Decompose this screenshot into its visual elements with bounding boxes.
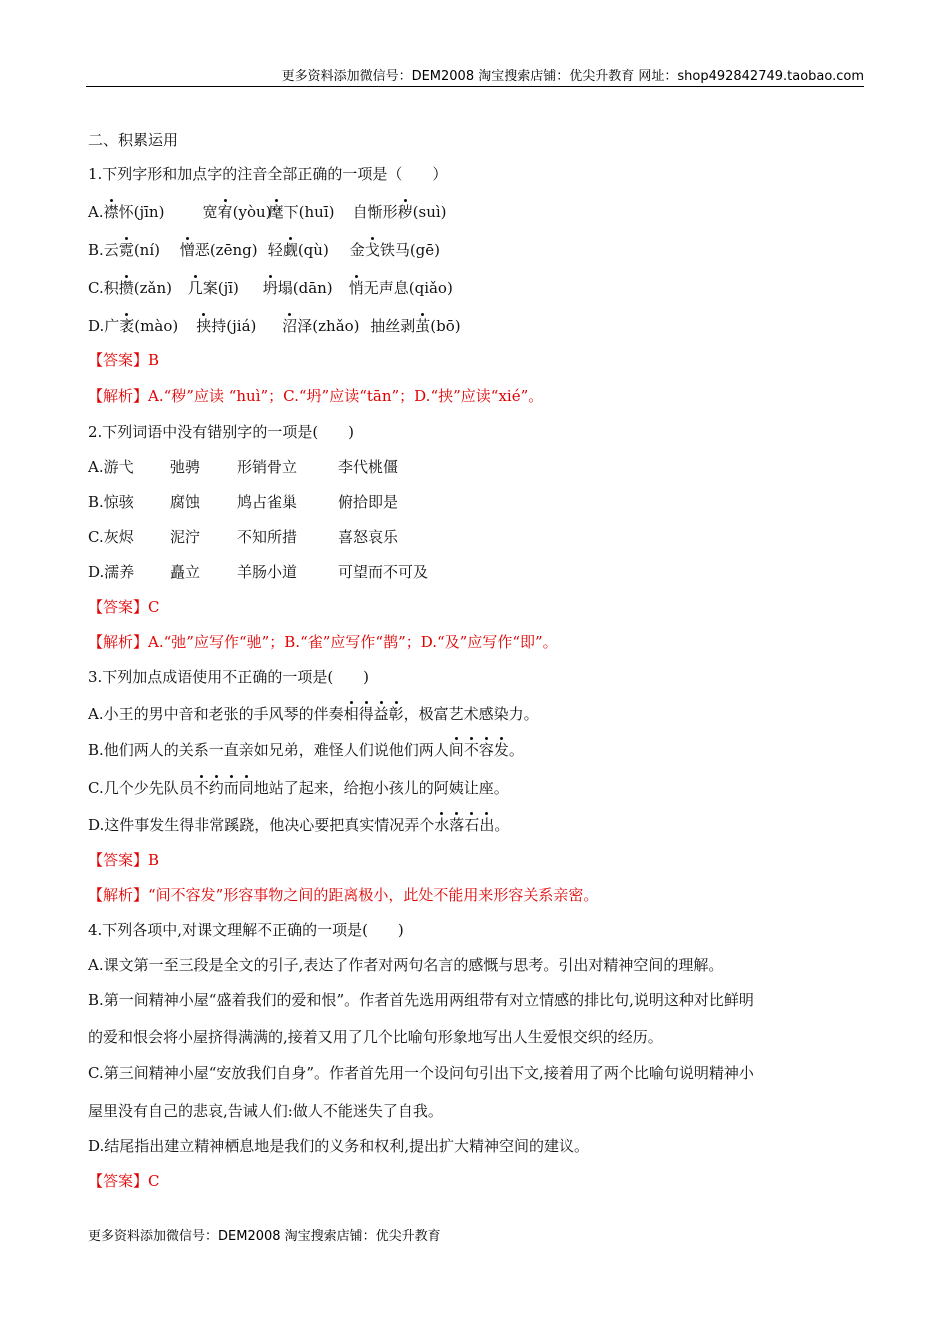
emphasis-dot-char: 麾 [268,203,284,221]
emphasis-dot-char: 相 [343,705,359,723]
q4-option-c-line1: C.第三间精神小屋“安放我们自身”。作者首先用一个设问句引出下文,接着用了两个比喻句说明精神小 [88,1064,754,1082]
emphasis-dot-char: 约 [208,779,224,797]
q4-option-c-line2: 屋里没有自己的悲哀,告诫人们:做人不能迷失了自我。 [88,1102,443,1120]
emphasis-dot-char: 发 [493,741,509,759]
emphasis-dot-char: 出 [479,816,495,834]
q1-answer: 【答案】B [88,351,160,369]
q3-option-b: B.他们两人的关系一直亲如兄弟，难怪人们说他们两人间不容发。 [88,741,524,759]
emphasis-dot-char: 袤 [119,317,135,335]
emphasis-dot-char: 戈 [364,241,380,259]
q2-option-d: D.濡养 矗立 羊肠小道 可望而不可及 [88,563,429,581]
emphasis-dot-char: 坍 [262,279,278,297]
emphasis-dot-char: 不 [463,741,479,759]
q4-option-d: D.结尾指出建立精神栖息地是我们的义务和权利,提出扩大精神空间的建议。 [88,1137,590,1155]
q3-option-d: D.这件事发生得非常蹊跷，他决心要把真实情况弄个水落石出。 [88,816,510,834]
page-footer: 更多资料添加微信号：DEM2008 淘宝搜索店铺：优尖升教育 [88,1229,441,1244]
emphasis-dot-char: 宥 [217,203,233,221]
q1-option-b: B.云霓(ní) 憎恶(zēng) 轻觑(qù) 金戈铁马(gē) [88,241,441,259]
q2-option-b: B.惊骇 腐蚀 鸠占雀巢 俯拾即是 [88,493,399,511]
q1-stem: 1.下列字形和加点字的注音全部正确的一项是（ ） [88,165,448,183]
emphasis-dot-char: 悄 [348,279,364,297]
q1-option-d: D.广袤(mào) 挟持(jiá) 沼泽(zhǎo) 抽丝剥茧(bō) [88,317,461,335]
dotted-idiom [434,816,494,834]
emphasis-dot-char: 茧 [415,317,431,335]
emphasis-dot-char: 憎 [179,241,195,259]
q3-stem: 3.下列加点成语使用不正确的一项是( ) [88,668,370,686]
emphasis-dot-char: 益 [373,705,389,723]
q4-option-a: A.课文第一至三段是全文的引子,表达了作者对两句名言的感慨与思考。引出对精神空间的理解。 [88,956,724,974]
q3-answer: 【答案】B [88,851,160,869]
emphasis-dot-char: 挟 [196,317,212,335]
emphasis-dot-char: 而 [223,779,239,797]
emphasis-dot-char: 秽 [397,203,413,221]
q2-answer: 【答案】C [88,598,160,616]
q4-option-b-line2: 的爱和恨会将小屋挤得满满的,接着又用了几个比喻句形象地写出人生爱恨交织的经历。 [88,1028,663,1046]
emphasis-dot-char: 襟 [103,203,119,221]
emphasis-dot-char: 容 [478,741,494,759]
emphasis-dot-char: 石 [464,816,480,834]
emphasis-dot-char: 不 [193,779,209,797]
q2-stem: 2.下列词语中没有错别字的一项是( ) [88,423,355,441]
q4-answer: 【答案】C [88,1172,160,1190]
header-rule [86,86,864,87]
q2-analysis: 【解析】A.“弛”应写作“驰”；B.“雀”应写作“鹊”；D.“及”应写作“即”。 [88,633,558,651]
q3-analysis: 【解析】“间不容发”形容事物之间的距离极小，此处不能用来形容关系亲密。 [88,886,599,904]
emphasis-dot-char: 几 [187,279,203,297]
q2-option-a: A.游弋 弛骋 形销骨立 李代桃僵 [88,458,399,476]
dotted-idiom [194,779,254,797]
q4-option-b-line1: B.第一间精神小屋“盛着我们的爱和恨”。作者首先选用两组带有对立情感的排比句,说明这种对比鲜明 [88,991,754,1009]
emphasis-dot-char: 间 [448,741,464,759]
emphasis-dot-char: 得 [358,705,374,723]
section-title: 二、积累运用 [88,131,179,149]
q3-option-c: C.几个少先队员不约而同地站了起来，给抱小孩儿的阿姨让座。 [88,779,509,797]
dotted-idiom [344,705,404,723]
q4-stem: 4.下列各项中,对课文理解不正确的一项是( ) [88,921,404,939]
dotted-idiom [449,741,509,759]
emphasis-dot-char: 攒 [118,279,134,297]
q2-option-c: C.灰烬 泥泞 不知所措 喜怒哀乐 [88,528,399,546]
emphasis-dot-char: 水 [434,816,450,834]
q1-option-c: C.积攒(zǎn) 几案(jī) 坍塌(dān) 悄无声息(qiǎo) [88,279,453,297]
emphasis-dot-char: 觑 [282,241,298,259]
emphasis-dot-char: 沼 [282,317,298,335]
emphasis-dot-char: 落 [449,816,465,834]
q1-option-a: A.襟怀(jīn) 宽宥(yòu)麾下(huī) 自惭形秽(suì) [88,203,447,221]
q1-analysis: 【解析】A.“秽”应读 “huì”；C.“坍”应读“tān”；D.“挟”应读“xié”。 [88,387,544,405]
emphasis-dot-char: 同 [238,779,254,797]
page-header: 更多资料添加微信号：DEM2008 淘宝搜索店铺：优尖升教育 网址：shop492842749.taobao.com [281,69,864,84]
emphasis-dot-char: 彰 [388,705,404,723]
emphasis-dot-char: 霓 [118,241,134,259]
q3-option-a: A.小王的男中音和老张的手风琴的伴奏相得益彰，极富艺术感染力。 [88,705,539,723]
